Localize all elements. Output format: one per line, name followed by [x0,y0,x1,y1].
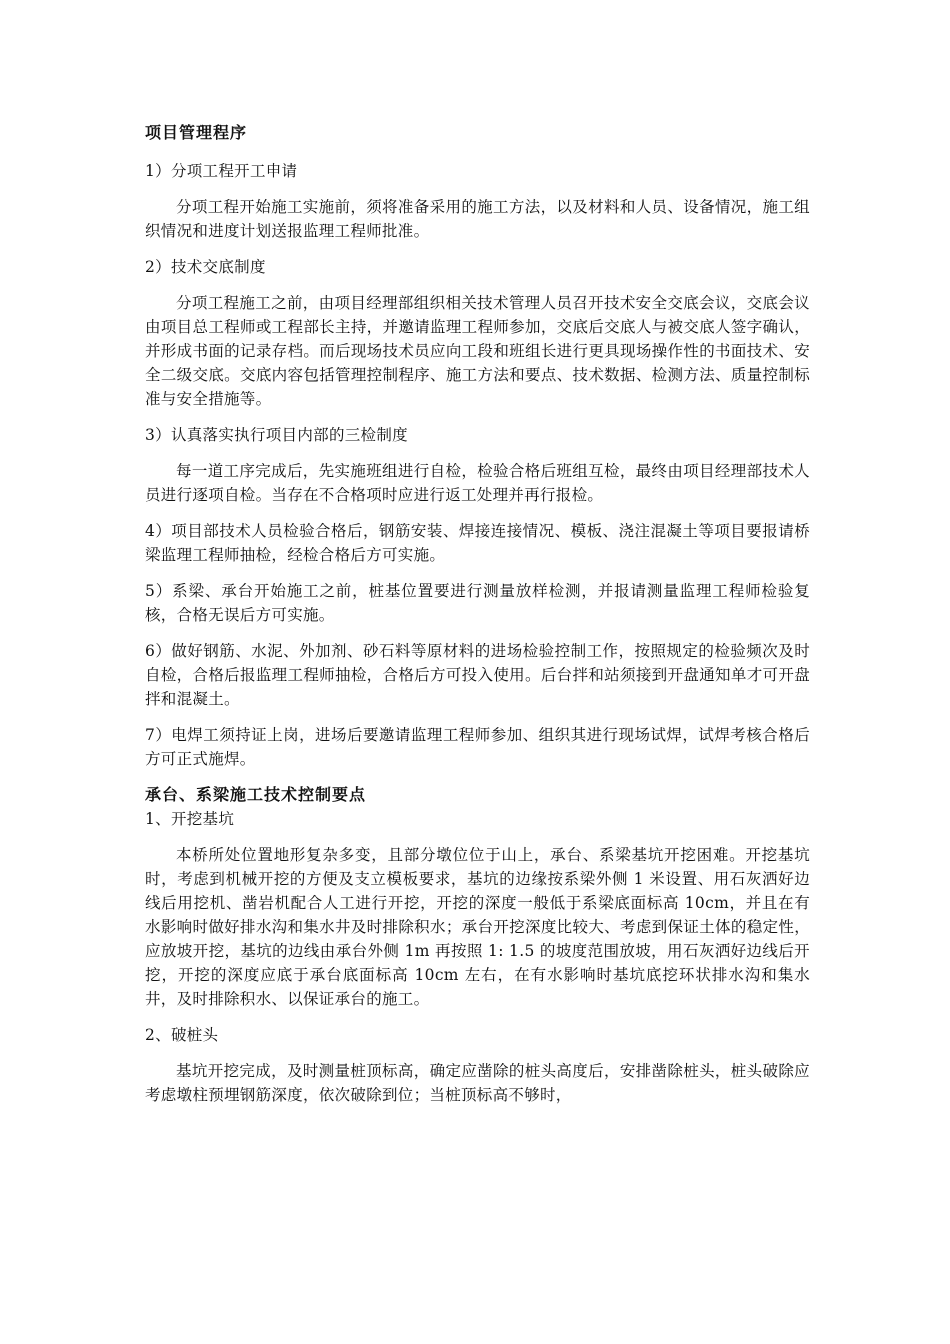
list-item: 5）系梁、承台开始施工之前，桩基位置要进行测量放样检测，并报请测量监理工程师检验复核，合格无误后方可实施。 [145,582,810,624]
document-body [145,121,810,1107]
section-title-construction-control: 承台、系梁施工技术控制要点 [145,785,367,804]
list-item: 4）项目部技术人员检验合格后，钢筋安装、焊接连接情况、模板、浇注混凝土等项目要报请桥梁监理工程师抽检，经检合格后方可实施。 [145,522,810,564]
paragraph: 分项工程施工之前，由项目经理部组织相关技术管理人员召开技术安全交底会议，交底会议由项目总工程师或工程部长主持，并邀请监理工程师参加，交底后交底人与被交底人签字确认，并形成书面的记录存档。而后现场技术员应向工段和班组长进行更具现场操作性的书面技术、安全二级交底。交底内容包括管理控制程序、施工方法和要点、技术数据、检测方法、质量控制标准与安全措施等。 [145,294,810,408]
item-heading: 2、破桩头 [145,1026,219,1044]
paragraph: 本桥所处位置地形复杂多变，且部分墩位位于山上，承台、系梁基坑开挖困难。开挖基坑时，考虑到机械开挖的方便及支立模板要求，基坑的边缘按系梁外侧 1 米设置、用石灰洒好边线后用挖机、凿岩机配合人工进行开挖，开挖的深度一般低于系梁底面标高 10cm，并且在有水影响时做好排水沟和集水井及时排除积水；承台开挖深度比较大、考虑到保证土体的稳定性，应放坡开挖，基坑的边线由承台外侧 1m 再按照 1: 1.5 的坡度范围放坡，用石灰洒好边线后开挖，开挖的深度应底于承台底面标高 10cm 左右，在有水影响时基坑底挖环状排水沟和集水井，及时排除积水、以保证承台的施工。 [145,846,810,1008]
item-heading: 3）认真落实执行项目内部的三检制度 [145,426,408,444]
paragraph: 基坑开挖完成，及时测量桩顶标高，确定应凿除的桩头高度后，安排凿除桩头，桩头破除应考虑墩柱预埋钢筋深度，依次破除到位；当桩顶标高不够时， [145,1062,810,1104]
item-heading: 2）技术交底制度 [145,258,266,276]
item-heading: 1、开挖基坑 [145,810,235,828]
item-heading: 1）分项工程开工申请 [145,162,298,180]
section-title-project-management: 项目管理程序 [145,123,248,142]
list-item: 7）电焊工须持证上岗，进场后要邀请监理工程师参加、组织其进行现场试焊，试焊考核合格后方可正式施焊。 [145,726,810,768]
paragraph: 每一道工序完成后，先实施班组进行自检，检验合格后班组互检，最终由项目经理部技术人员进行逐项自检。当存在不合格项时应进行返工处理并再行报检。 [145,462,810,504]
paragraph: 分项工程开始施工实施前，须将准备采用的施工方法，以及材料和人员、设备情况，施工组织情况和进度计划送报监理工程师批准。 [145,198,810,240]
list-item: 6）做好钢筋、水泥、外加剂、砂石料等原材料的进场检验控制工作，按照规定的检验频次及时自检，合格后报监理工程师抽检，合格后方可投入使用。后台拌和站须接到开盘通知单才可开盘拌和混凝土。 [145,642,810,708]
